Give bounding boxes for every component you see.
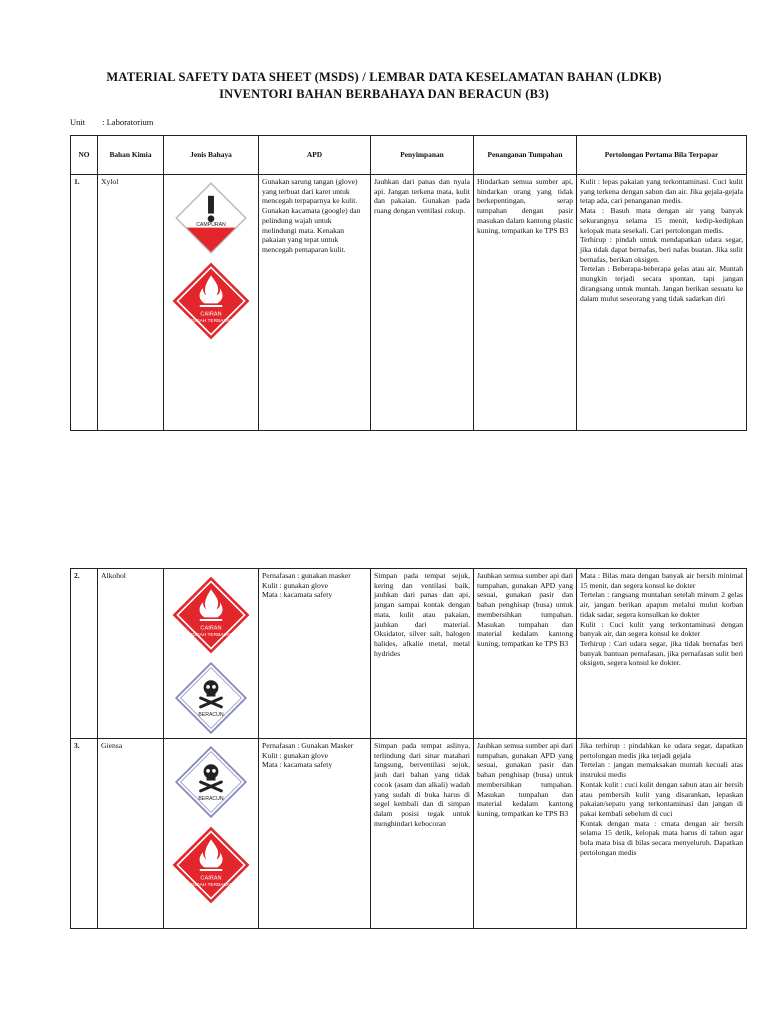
document-title: MATERIAL SAFETY DATA SHEET (MSDS) / LEMBAR DATA KESELAMATAN BAHAN (LDKB) xyxy=(106,70,662,84)
first-aid-item: Kulit : lepas pakaian yang terkontaminasi. Cuci kulit yang terkena dengan sabun dan air. Jika gejala-gejala tetap ada, cari penanganan medis. xyxy=(580,177,743,206)
apd-text: Pernafasan : Gunakan Masker Kulit : gunakan glove Mata : kacamata safety xyxy=(259,739,371,929)
first-aid-text xyxy=(577,175,747,431)
header-no: NO xyxy=(71,136,98,175)
first-aid-item: Tertelan : rangsang muntahan setelah minum 2 gelas air, jangan berikan apapun melalui mulut korban tidak sadar, segera konsulkan ke dokter xyxy=(580,590,743,619)
table-row xyxy=(71,569,747,739)
apd-text: Pernafasan : gunakan masker Kulit : gunakan glove Mata : kacamata safety xyxy=(259,569,371,739)
msds-table-2 xyxy=(70,568,747,929)
apd-text: Gunakan sarung tangan (glove) yang terbuat dari karet untuk mencegah terpaparnya ke kulit. Gunakan kacamata (google) dan pelindung wajah untuk melindungi mata. Kenakan pakaian yang tepat untuk mencegah pemaparan kulit. xyxy=(259,175,371,431)
row-number: 3. xyxy=(71,739,98,929)
toxic-icon xyxy=(174,661,248,735)
chemical-name: Giensa xyxy=(98,739,164,929)
header-pertolongan: Pertolongan Pertama Bila Terpapar xyxy=(577,136,747,175)
hazard-signs xyxy=(164,569,259,739)
storage-text: Simpan pada tempat aslinya, terlindung dari sinar matahari langsung, berventilasi sejuk, jauh dari bahan yang tidak cocok (asam dan alkali) wadah yang sudah di buka harus di segel kembali dan di simpan dalam posisi tegak untuk menghindari kebocoran xyxy=(371,739,474,929)
spill-text: Jauhkan semua sumber api dari tumpahan, gunakan APD yang sesuai, gunakan pasir dan bahan penghisap (busa) untuk membersihkan tumpahan. Masukan tumpahan dan material kedalam kantong kuning, tempatkan ke TPS B3 xyxy=(474,739,577,929)
flammable-icon xyxy=(171,575,251,655)
storage-text: Simpan pada tempat sejuk, kering dan ventilasi baik, jauhkan dari panas dan api, jangan sampai kontak dengan mata, kulit atau pakaian, jauhkan dari material. Oksidator, silver salt, halogen halides, alkalie metal, metal hydrides xyxy=(371,569,474,739)
svg-text:MUDAH TERBAKAR: MUDAH TERBAKAR xyxy=(188,882,234,888)
flammable-icon xyxy=(171,825,251,905)
first-aid-text xyxy=(577,569,747,739)
first-aid-item: Terhirup : pindah untuk mendapatkan udara segar, jika tidak dapat bernafas, beri nafas buatan. Jika sulit bernafas, berikan oksigen. xyxy=(580,235,743,264)
first-aid-text xyxy=(577,739,747,929)
svg-text:CAIRAN: CAIRAN xyxy=(200,875,222,882)
first-aid-item: Mata : Basuh mata dengan air yang banyak sekurangnya selama 15 menit, kedip-kedipkan kelopak mata sesekali. Cari pertolongan medis. xyxy=(580,206,743,235)
table-header-row xyxy=(71,136,747,175)
unit-value: : Laboratorium xyxy=(102,117,154,127)
first-aid-item: Jika terhirup : pindahkan ke udara segar, dapatkan pertolongan medis jika terjadi gejala xyxy=(580,741,743,760)
campuran-label: CAMPURAN xyxy=(196,222,226,229)
first-aid-item: Mata : Bilas mata dengan banyak air bersih minimal 15 menit, dan segera konsul ke dokter xyxy=(580,571,743,590)
document-subtitle: INVENTORI BAHAN BERBAHAYA DAN BERACUN (B3) xyxy=(219,87,549,101)
header-penyimpanan: Penyimpanan xyxy=(371,136,474,175)
chemical-name: Xylol xyxy=(98,175,164,431)
svg-text:MUDAH TERBAKAR: MUDAH TERBAKAR xyxy=(188,632,234,638)
row-number: 1. xyxy=(71,175,98,431)
campuran-icon xyxy=(174,181,248,255)
storage-text: Jauhkan dari panas dan nyala api. Jangan terkena mata, kulit dan pakaian. Gunakan pada ruang dengan ventilasi cukup. xyxy=(371,175,474,431)
unit-label: Unit xyxy=(70,117,86,127)
toxic-icon xyxy=(174,745,248,819)
header-bahan: Bahan Kimia xyxy=(98,136,164,175)
first-aid-item: Tertelan : jangan memaksakan muntah kecuali atas instruksi medis xyxy=(580,760,743,780)
first-aid-item: Kontak kulit : cuci kulit dengan sabun atau air bersih atau pembersih kulit yang disarankan, lepaskan pakaian/sepatu yang terkontaminasi dan jangan di pakai kembali sebelum di cuci xyxy=(580,779,743,819)
toxic-label: BERACUN xyxy=(198,711,224,718)
table-row xyxy=(71,739,747,929)
first-aid-item: Kulit : Cuci kulit yang terkontaminasi dengan banyak air, dan segera konsul ke dokter xyxy=(580,619,743,639)
unit-line xyxy=(70,117,153,127)
msds-table-1 xyxy=(70,135,747,431)
chemical-name: Alkohol xyxy=(98,569,164,739)
svg-text:CAIRAN: CAIRAN xyxy=(200,625,222,632)
table-row xyxy=(71,175,747,431)
header-apd: APD xyxy=(259,136,371,175)
first-aid-item: Tertelan : Beberapa-beberapa gelas atau air. Muntah mungkin terjadi secara spontan, tapi jangan dirangsang untuk muntah. Jangan berikan sesuatu ke dalam mulut seseorang yang tidak sadarkan diri xyxy=(580,264,743,303)
svg-text:BERACUN: BERACUN xyxy=(198,795,224,802)
first-aid-item: Terhirup : Cari udara segar, jika tidak bernafas beri banyak bantuan pernafasan, jika pernafasan sulit beri oksigen, segera konsul ke dokter. xyxy=(580,639,743,668)
header-jenis-bahaya: Jenis Bahaya xyxy=(164,136,259,175)
svg-text:MUDAH TERBAKAR: MUDAH TERBAKAR xyxy=(188,318,234,324)
hazard-signs xyxy=(164,739,259,929)
hazard-signs xyxy=(164,175,259,431)
spill-text: Hindarkan semua sumber api, hindarkan orang yang tidak berkepentingan, serap tumpahan dengan pasir masukan dalam kantong plastic kuning, tempatkan ke TPS B3 xyxy=(474,175,577,431)
flammable-icon xyxy=(171,261,251,341)
flammable-label: CAIRAN xyxy=(200,311,222,318)
first-aid-item: Kontak dengan mata : cmata dengan air bersih selama 15 detik, kelopak mata harus di tahun agar bola mata bisa di bilas secara menyeluruh. Dapatkan pertolongan medis xyxy=(580,818,743,857)
spill-text: Jauhkan semua sumber api dari tumpahan, gunakan APD yang sesuai, gunakan pasir dan bahan penghisap (busa) untuk membersihkan tumpahan. Masukan tumpahan dan material kedalam kantong kuning, tempatkan ke TPS B3 xyxy=(474,569,577,739)
row-number: 2. xyxy=(71,569,98,739)
header-tumpahan: Penanganan Tumpahan xyxy=(474,136,577,175)
